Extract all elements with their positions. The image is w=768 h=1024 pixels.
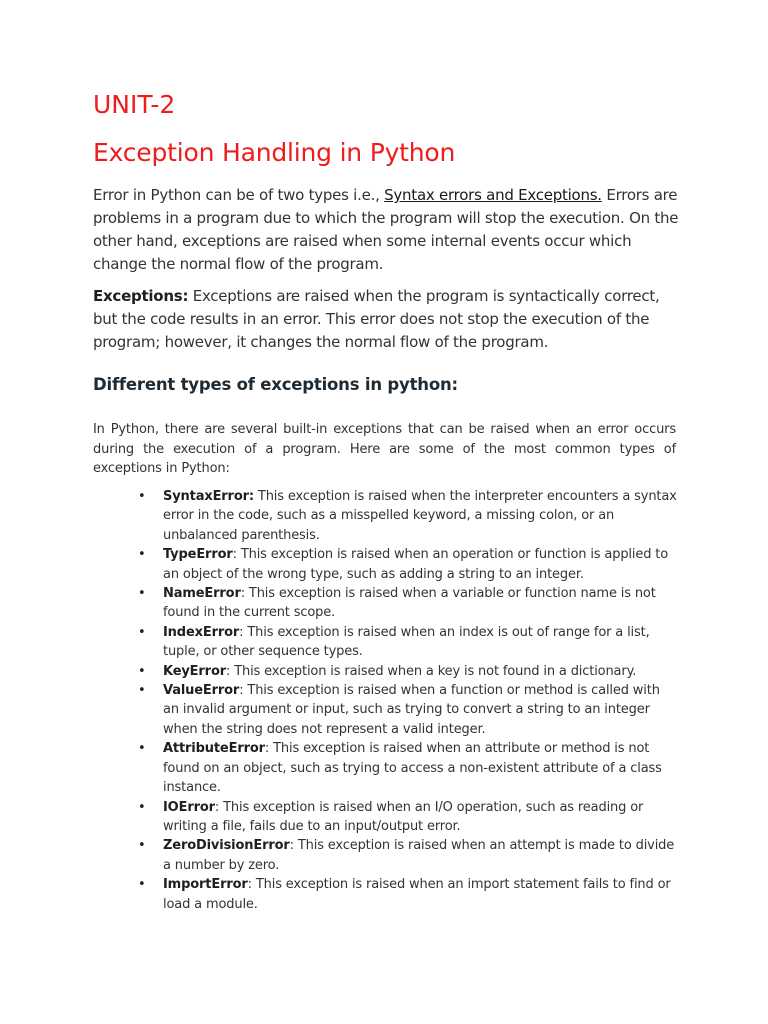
bullet-icon: • xyxy=(138,799,146,815)
para1-text-after: Errors are problems in a program due to which the program will stop the execution. On the other hand, exceptions are raised when some internal events occur which change the normal flow of the program. xyxy=(93,186,679,273)
syntax-errors-link[interactable]: Syntax errors and Exceptions. xyxy=(384,186,602,204)
list-item xyxy=(138,739,678,797)
bullet-icon: • xyxy=(138,683,146,699)
list-item xyxy=(138,798,678,837)
exception-description: : This exception is raised when a key is not found in a dictionary. xyxy=(225,663,637,679)
list-item xyxy=(138,662,678,681)
exceptions-paragraph xyxy=(93,285,683,354)
exception-name: ImportError xyxy=(163,877,248,893)
section-intro: In Python, there are several built-in exceptions that can be raised when an error occurs during the execution of a program. Here are some of the most common types of exceptions in Python: xyxy=(93,422,676,476)
exception-description: : This exception is raised when an operation or function is applied to an object of the wrong type, such as adding a string to an integer. xyxy=(163,547,669,582)
exception-description: : This exception is raised when an import statement fails to find or load a module. xyxy=(163,877,671,912)
exception-description: : This exception is raised when an attribute or method is not found on an object, such as trying to access a non-existent attribute of a class instance. xyxy=(163,741,662,796)
bullet-icon: • xyxy=(138,838,146,854)
page-title: Exception Handling in Python xyxy=(93,138,456,167)
exception-description: : This exception is raised when a function or method is called with an invalid argument or input, such as trying to convert a string to an integer when the string does not represent a valid integer. xyxy=(163,683,660,737)
list-item xyxy=(138,875,678,914)
para1-text-before: Error in Python can be of two types i.e., xyxy=(93,186,385,204)
list-item xyxy=(138,584,678,623)
bullet-icon: • xyxy=(138,741,146,757)
exception-name: AttributeError xyxy=(163,741,265,757)
bullet-icon: • xyxy=(138,877,146,893)
exception-name: NameError xyxy=(163,586,241,602)
exception-description: This exception is raised when the interpreter encounters a syntax error in the code, such as a misspelled keyword, a missing colon, or an unbalanced parenthesis. xyxy=(163,489,677,543)
bullet-icon: • xyxy=(138,663,146,679)
exception-name: KeyError xyxy=(163,663,226,679)
list-item xyxy=(138,545,678,584)
exception-name: IOError xyxy=(163,799,215,815)
section-heading: Different types of exceptions in python: xyxy=(93,375,458,394)
list-item xyxy=(138,681,678,739)
exceptions-definition: Exceptions are raised when the program is syntactically correct, but the code results in an error. This error does not stop the execution of the program; however, it changes the normal flow of the program. xyxy=(93,287,660,351)
bullet-icon: • xyxy=(138,489,146,504)
intro-paragraph xyxy=(93,184,683,276)
list-item xyxy=(138,623,678,662)
unit-heading: UNIT-2 xyxy=(93,90,176,119)
exception-name: ValueError xyxy=(163,683,240,699)
exception-name: ZeroDivisionError xyxy=(163,838,290,854)
exception-description: : This exception is raised when an I/O operation, such as reading or writing a file, fails due to an input/output error. xyxy=(163,799,644,834)
bullet-icon: • xyxy=(138,547,146,563)
exception-name: SyntaxError: xyxy=(163,489,254,504)
bullet-icon: • xyxy=(138,624,146,640)
exception-list xyxy=(138,487,678,914)
list-item xyxy=(138,487,678,545)
exceptions-term: Exceptions: xyxy=(93,287,189,305)
exception-name: TypeError xyxy=(163,547,233,563)
exception-description: : This exception is raised when an attempt is made to divide a number by zero. xyxy=(163,838,675,873)
exception-name: IndexError xyxy=(163,624,240,640)
exception-description: : This exception is raised when an index is out of range for a list, tuple, or other sequence types. xyxy=(163,624,650,660)
exception-description: : This exception is raised when a variable or function name is not found in the current scope. xyxy=(163,586,656,621)
bullet-icon: • xyxy=(138,586,146,602)
list-item xyxy=(138,836,678,875)
